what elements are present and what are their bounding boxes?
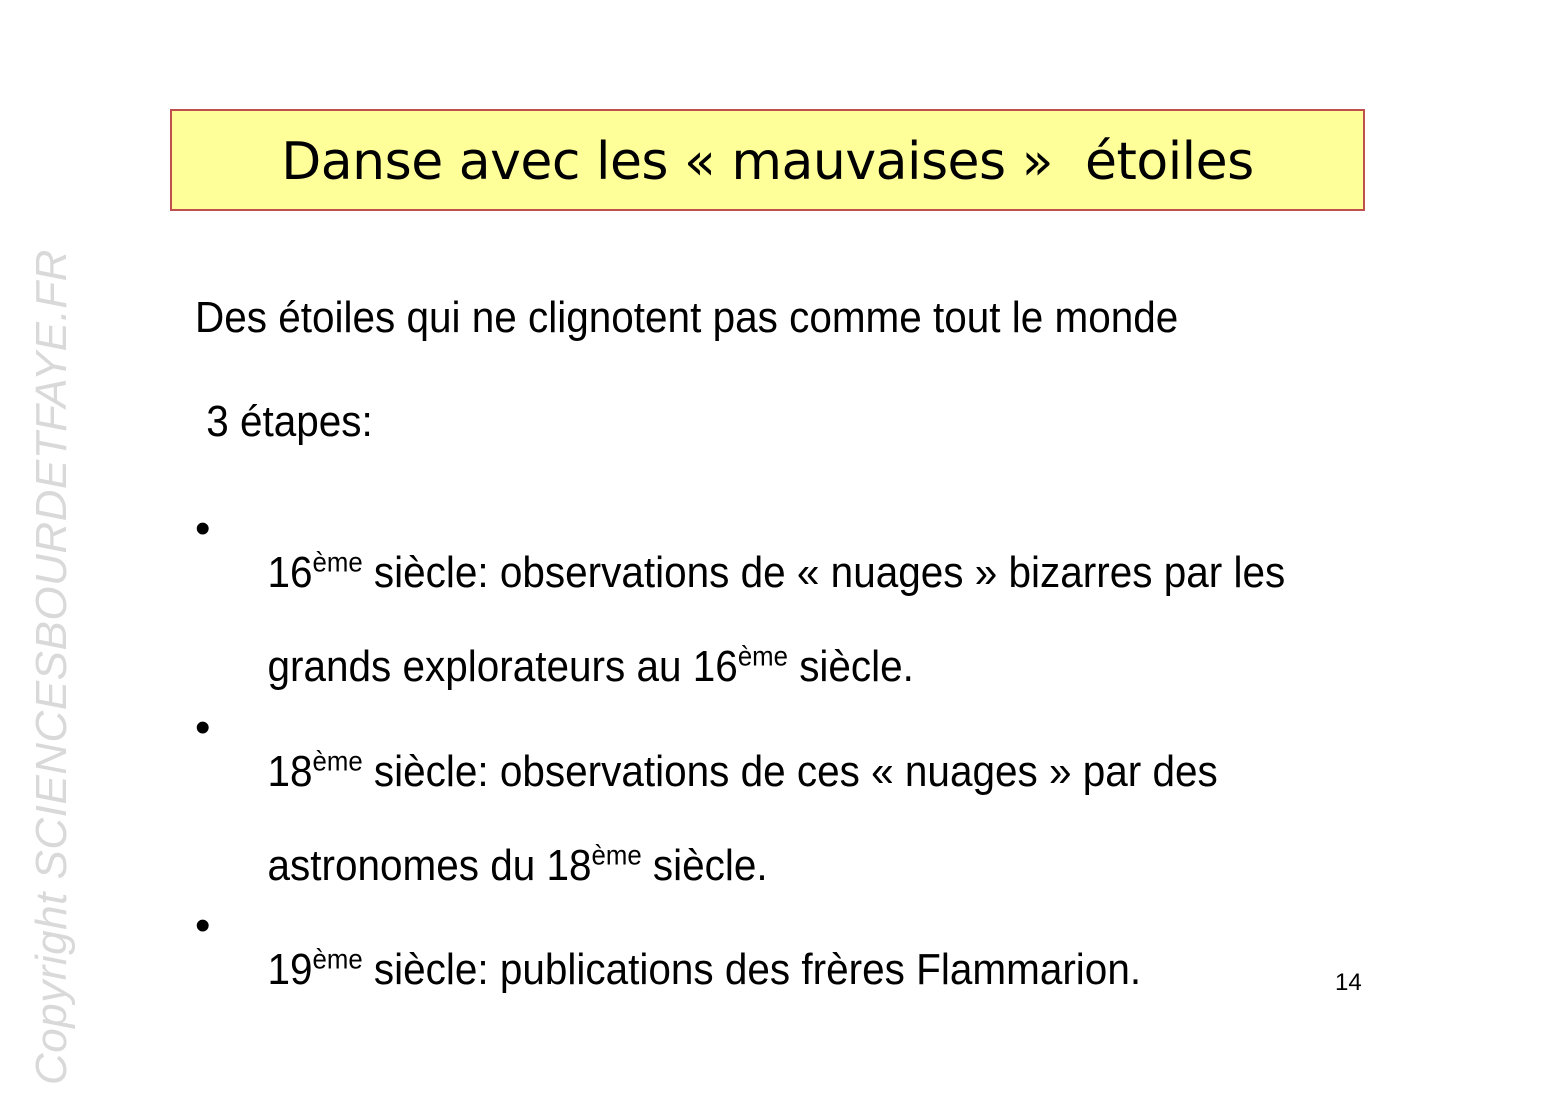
bullet-3-superscript: ème	[312, 943, 363, 975]
bullet-2-superscript: ème	[312, 745, 363, 777]
bullet-2-line-2	[245, 800, 768, 888]
bullet-1-continuation-superscript: ème	[737, 640, 788, 672]
bullet-2-line-1	[245, 706, 1218, 794]
steps-label: 3 étapes:	[195, 397, 373, 446]
bullet-3-century: 19	[267, 945, 313, 994]
slide-title-box	[170, 109, 1365, 211]
bullet-1-continuation: grands explorateurs au 16	[267, 642, 738, 691]
bullet-dot-2: •	[195, 703, 211, 752]
copyright-watermark: Copyright SCIENCESBOURDETFAYE.FR	[27, 249, 76, 1085]
bullet-dot-1: •	[195, 504, 211, 553]
page-number: 14	[1335, 969, 1362, 996]
bullet-2-continuation: astronomes du 18	[267, 841, 592, 890]
bullet-1-line-1	[245, 507, 1285, 595]
bullet-3-line-1	[245, 904, 1141, 992]
bullet-1-text: siècle: observations de « nuages » bizarres par les	[362, 548, 1286, 597]
bullet-1-continuation-end: siècle.	[787, 642, 914, 691]
bullet-2-continuation-superscript: ème	[591, 839, 642, 871]
slide-title: Danse avec les « mauvaises » étoiles	[281, 132, 1254, 192]
bullet-1-century: 16	[267, 548, 313, 597]
bullet-dot-3: •	[195, 901, 211, 950]
bullet-2-continuation-end: siècle.	[641, 841, 768, 890]
bullet-2-century: 18	[267, 747, 313, 796]
bullet-3-text: siècle: publications des frères Flammarion.	[362, 945, 1142, 994]
bullet-1-superscript: ème	[312, 546, 363, 578]
bullet-1-line-2	[245, 601, 914, 689]
intro-text: Des étoiles qui ne clignotent pas comme tout le monde	[195, 293, 1179, 342]
bullet-2-text: siècle: observations de ces « nuages » par des	[362, 747, 1218, 796]
